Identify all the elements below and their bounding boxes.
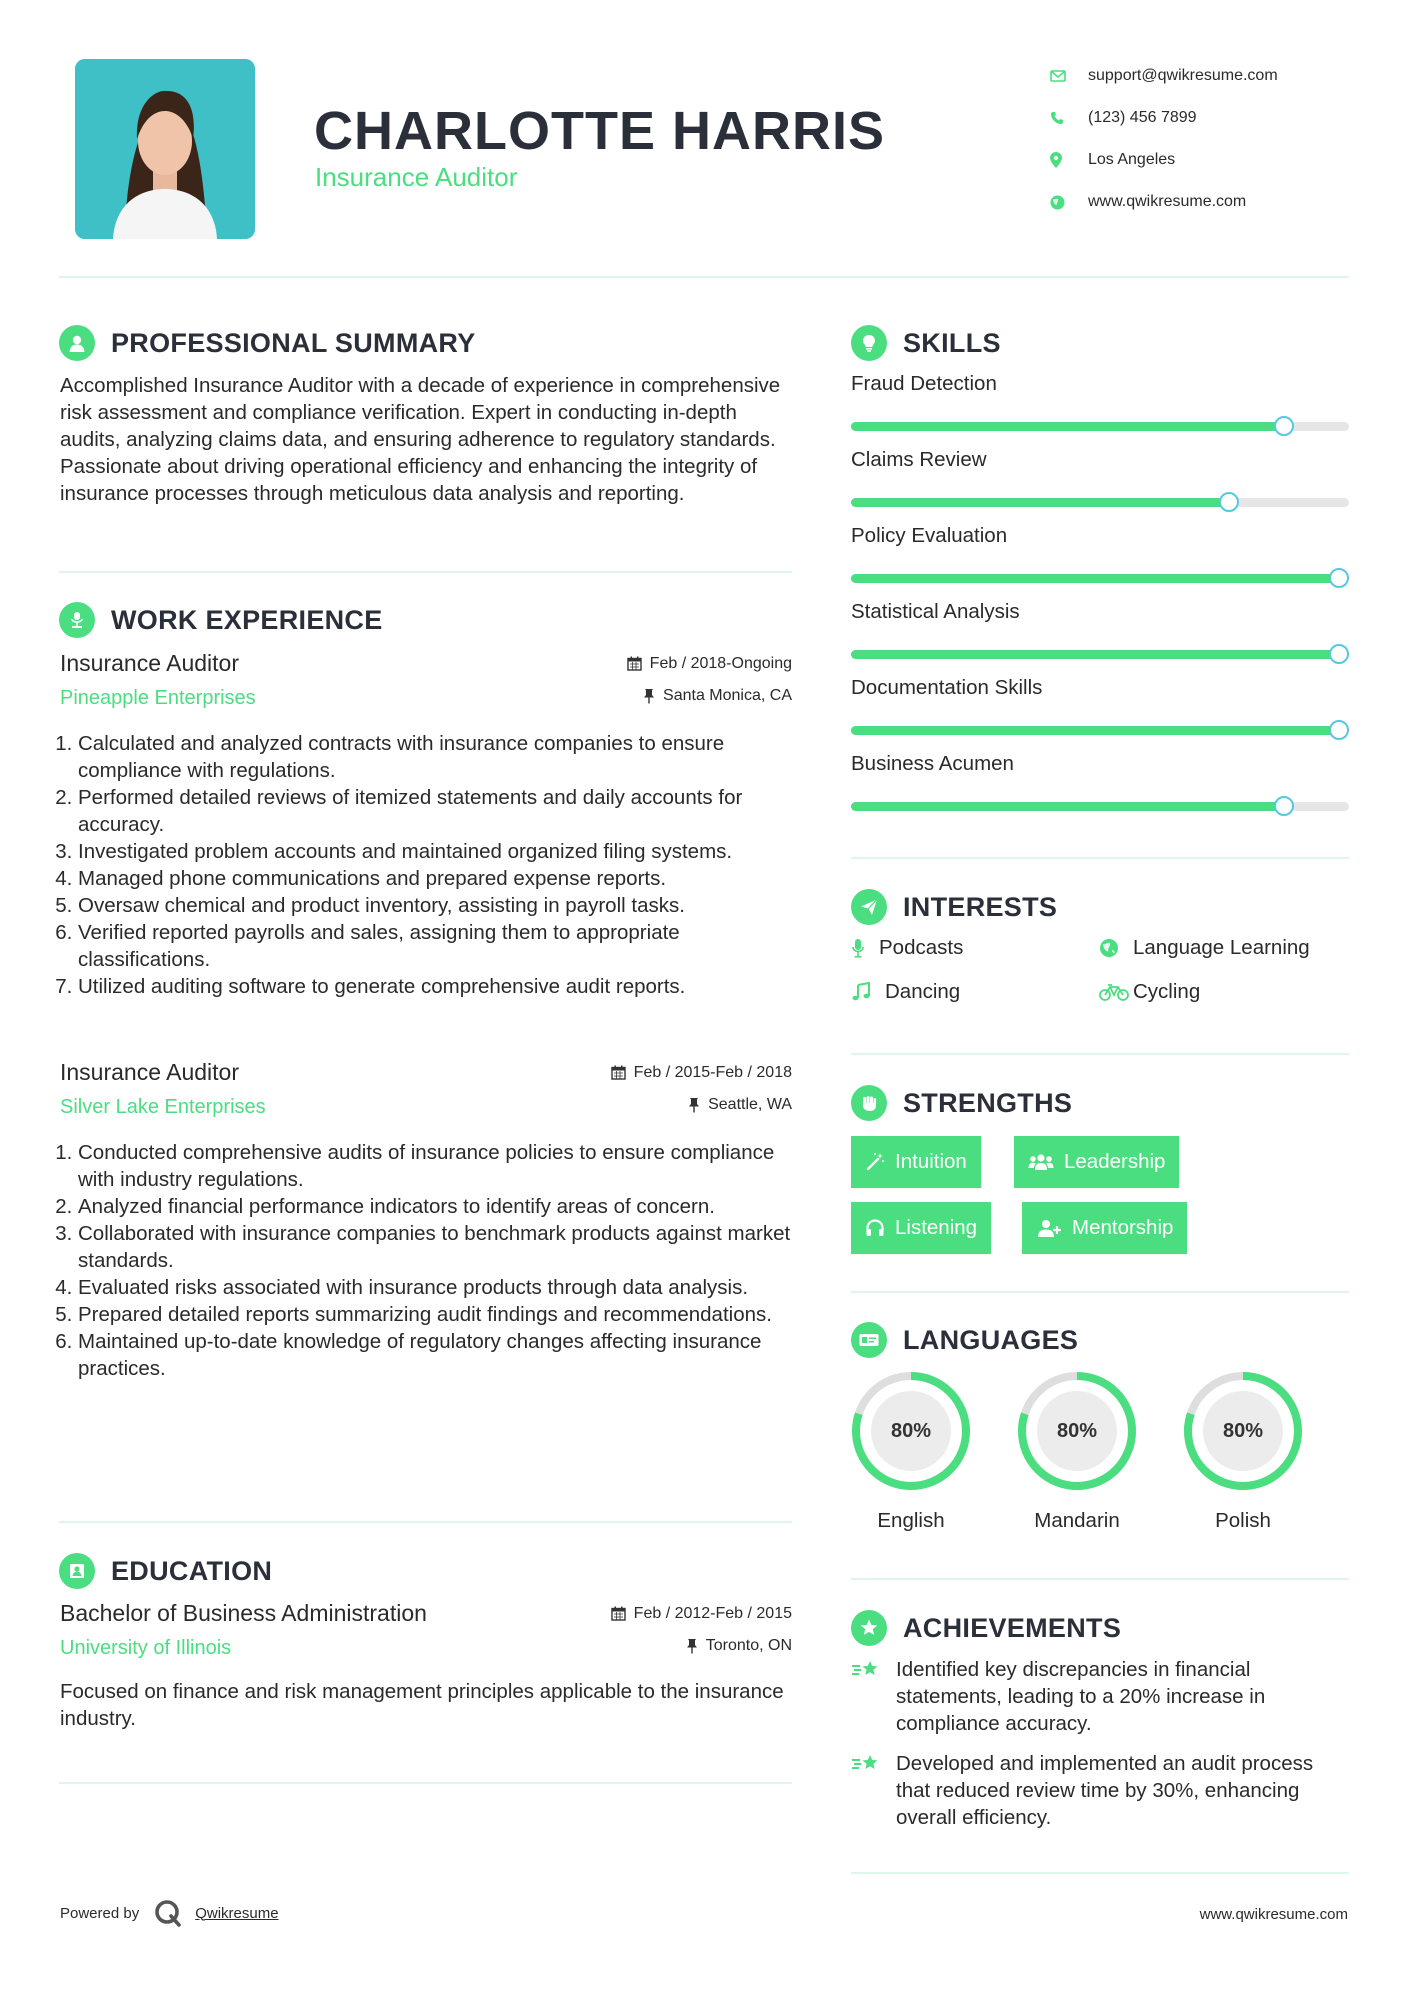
skill-name: Documentation Skills: [851, 676, 1043, 699]
podium-icon: [59, 602, 95, 638]
achievement-text: Developed and implemented an audit process that reduced review time by 30%, enhancing overall efficiency.: [896, 1752, 1314, 1829]
language-name: Polish: [1215, 1509, 1271, 1532]
contact-location-text: Los Angeles: [1088, 151, 1176, 168]
id-card-icon: [851, 1322, 887, 1358]
skill-level-knob: [1329, 568, 1349, 588]
pushpin-icon: [686, 1638, 698, 1654]
interest-label: Dancing: [885, 980, 961, 1003]
job-duties: [60, 730, 792, 1000]
skill-name: Statistical Analysis: [851, 600, 1020, 623]
languages-heading: [851, 1322, 1078, 1358]
experience-heading: [59, 602, 383, 638]
microphone-icon: [851, 938, 879, 958]
header-divider: [59, 276, 1349, 278]
summary-heading: [59, 325, 476, 361]
skill-name: Business Acumen: [851, 752, 1014, 775]
job-entry-2: [60, 1059, 792, 1382]
education-location-text: Toronto, ON: [705, 1637, 792, 1654]
skill-item: [851, 600, 1349, 659]
contact-list: [1050, 55, 1390, 223]
calendar-icon: [627, 656, 642, 671]
skill-level-bar: [851, 574, 1349, 583]
star-badge-icon: [851, 1610, 887, 1646]
calendar-icon: [611, 1065, 626, 1080]
skill-level-bar: [851, 498, 1349, 507]
bicycle-icon: [1099, 982, 1133, 1002]
job-location-text: Santa Monica, CA: [663, 687, 792, 704]
languages-divider: [851, 1578, 1349, 1580]
contact-email[interactable]: [1050, 55, 1390, 97]
skill-level-knob: [1274, 796, 1294, 816]
list-item: 3. Collaborated with insurance companies to benchmark products against market standards.: [78, 1220, 792, 1274]
strengths-title: STRENGTHS: [903, 1087, 1073, 1118]
skill-level-fill: [851, 498, 1229, 507]
skills-divider: [851, 857, 1349, 859]
footer-url[interactable]: www.qwikresume.com: [1199, 1906, 1348, 1923]
achievement-item: [851, 1656, 1351, 1737]
achievements-title: ACHIEVEMENTS: [903, 1612, 1122, 1643]
list-item: 3. Investigated problem accounts and maintained organized filing systems.: [78, 838, 792, 865]
profile-photo: [75, 59, 255, 239]
skill-level-fill: [851, 802, 1284, 811]
job-date-text: Feb / 2018-Ongoing: [649, 654, 792, 672]
skill-level-knob: [1274, 416, 1294, 436]
job-date: [627, 655, 792, 673]
strength-label: Leadership: [1064, 1150, 1166, 1173]
skill-name: Claims Review: [851, 448, 987, 471]
skill-level-knob: [1329, 720, 1349, 740]
strength-tag-leadership: [1014, 1136, 1179, 1188]
job-location: [688, 1096, 792, 1114]
skill-level-bar: [851, 802, 1349, 811]
language-name: English: [877, 1509, 945, 1532]
user-icon: [59, 325, 95, 361]
summary-text: Accomplished Insurance Auditor with a decade of experience in comprehensive risk assessment and compliance verification. Expert in conducting in-depth audits, analyzing claims data, and ensuring adherence to regulatory standards. Passionate about driving operational efficiency and enhancing the integrity of insurance processes through meticulous data analysis and reporting.: [60, 374, 781, 505]
candidate-name: CHARLOTTE HARRIS: [314, 101, 885, 161]
shooting-star-icon: [851, 1750, 896, 1831]
list-item: 7. Utilized auditing software to generate comprehensive audit reports.: [78, 973, 792, 1000]
job-company: Silver Lake Enterprises: [60, 1096, 266, 1118]
job-company: Pineapple Enterprises: [60, 687, 256, 709]
skill-item: [851, 372, 1349, 431]
job-date-text: Feb / 2015-Feb / 2018: [633, 1063, 792, 1081]
strength-label: Mentorship: [1072, 1216, 1174, 1239]
interest-podcasts: [851, 936, 963, 960]
pushpin-icon: [688, 1097, 700, 1113]
language-name: Mandarin: [1034, 1509, 1120, 1532]
skill-level-bar: [851, 422, 1349, 431]
job-role: Insurance Auditor: [60, 650, 240, 676]
contact-website[interactable]: [1050, 181, 1390, 223]
list-item: 5. Prepared detailed reports summarizing audit findings and recommendations.: [78, 1301, 792, 1328]
list-item: 2. Analyzed financial performance indicators to identify areas of concern.: [78, 1193, 792, 1220]
interest-label: Podcasts: [879, 936, 964, 959]
skill-level-fill: [851, 574, 1339, 583]
skill-name: Fraud Detection: [851, 372, 997, 395]
strength-label: Intuition: [895, 1150, 967, 1173]
contact-phone[interactable]: [1050, 97, 1390, 139]
achievements-heading: [851, 1610, 1121, 1646]
pushpin-icon: [643, 688, 655, 704]
job-location: [643, 687, 792, 705]
music-note-icon: [851, 982, 879, 1002]
skill-level-knob: [1329, 644, 1349, 664]
interest-dancing: [851, 980, 960, 1004]
interest-language-learning: [1099, 936, 1310, 960]
interest-label: Language Learning: [1133, 936, 1310, 959]
job-duties: [60, 1139, 792, 1382]
contact-location: [1050, 139, 1390, 181]
lightbulb-icon: [851, 325, 887, 361]
skill-level-fill: [851, 650, 1339, 659]
skill-name: Policy Evaluation: [851, 524, 1008, 547]
map-pin-icon: [1050, 152, 1088, 168]
magic-wand-icon: [865, 1152, 885, 1172]
list-item: 2. Performed detailed reviews of itemized statements and daily accounts for accuracy.: [78, 784, 792, 838]
headphones-icon: [865, 1218, 885, 1238]
skill-level-fill: [851, 726, 1339, 735]
user-plus-icon: [1036, 1218, 1062, 1238]
graduate-icon: [59, 1553, 95, 1589]
list-item: 4. Managed phone communications and prepared expense reports.: [78, 865, 792, 892]
language-percent: 80%: [1222, 1419, 1264, 1442]
skill-item: [851, 524, 1349, 583]
strength-tag-intuition: [851, 1136, 981, 1188]
interest-label: Cycling: [1133, 980, 1201, 1003]
language-item: [1181, 1369, 1305, 1533]
education-date-text: Feb / 2012-Feb / 2015: [633, 1604, 792, 1622]
footer-powered-by: [60, 1898, 279, 1928]
education-school: University of Illinois: [60, 1637, 232, 1659]
shooting-star-icon: [851, 1656, 896, 1737]
language-ring: [1015, 1369, 1139, 1493]
list-item: 6. Maintained up-to-date knowledge of regulatory changes affecting insurance practices.: [78, 1328, 792, 1382]
list-item: 4. Evaluated risks associated with insurance products through data analysis.: [78, 1274, 792, 1301]
interests-title: INTERESTS: [903, 891, 1058, 922]
education-title: EDUCATION: [111, 1555, 273, 1586]
contact-email-text: support@qwikresume.com: [1088, 67, 1278, 84]
skills-title: SKILLS: [903, 327, 1001, 358]
experience-title: WORK EXPERIENCE: [111, 604, 383, 635]
language-ring: [849, 1369, 973, 1493]
education-divider: [59, 1782, 792, 1784]
strength-label: Listening: [895, 1216, 978, 1239]
users-icon: [1028, 1152, 1054, 1172]
language-item: [1015, 1369, 1139, 1533]
achievements-divider: [851, 1872, 1349, 1874]
strength-tag-listening: [851, 1202, 991, 1254]
globe-icon: [1099, 938, 1127, 958]
envelope-icon: [1050, 70, 1088, 82]
interest-cycling: [1099, 980, 1200, 1004]
candidate-title: Insurance Auditor: [315, 162, 518, 192]
interests-heading: [851, 889, 1057, 925]
contact-website-text: www.qwikresume.com: [1088, 193, 1247, 210]
skills-heading: [851, 325, 1001, 361]
globe-icon: [1050, 195, 1088, 210]
job-entry-1: [60, 650, 792, 1000]
strengths-heading: [851, 1085, 1072, 1121]
qwikresume-logo-icon: [153, 1898, 183, 1928]
skill-item: [851, 676, 1349, 735]
education-location: [686, 1637, 792, 1655]
education-entry: [60, 1600, 792, 1732]
education-degree: Bachelor of Business Administration: [60, 1600, 427, 1626]
skill-level-knob: [1219, 492, 1239, 512]
education-description: Focused on finance and risk management principles applicable to the insurance industry.: [60, 1680, 784, 1730]
calendar-icon: [611, 1606, 626, 1621]
education-heading: [59, 1553, 272, 1589]
skill-level-bar: [851, 650, 1349, 659]
summary-title: PROFESSIONAL SUMMARY: [111, 327, 476, 358]
achievement-item: [851, 1750, 1351, 1831]
languages-title: LANGUAGES: [903, 1324, 1079, 1355]
language-ring: [1181, 1369, 1305, 1493]
summary-divider: [59, 571, 792, 573]
job-role: Insurance Auditor: [60, 1059, 240, 1085]
language-percent: 80%: [890, 1419, 932, 1442]
skill-level-bar: [851, 726, 1349, 735]
list-item: 1. Calculated and analyzed contracts with insurance companies to ensure compliance with regulations.: [78, 730, 792, 784]
strengths-divider: [851, 1291, 1349, 1293]
skill-item: [851, 752, 1349, 811]
strength-tag-mentorship: [1022, 1202, 1187, 1254]
powered-by-label: Powered by: [60, 1904, 140, 1922]
job-date: [611, 1064, 792, 1082]
language-item: [849, 1369, 973, 1533]
brand-link[interactable]: Qwikresume: [195, 1904, 279, 1922]
contact-phone-text: (123) 456 7899: [1088, 109, 1197, 126]
fist-icon: [851, 1085, 887, 1121]
achievement-text: Identified key discrepancies in financial statements, leading to a 20% increase in compliance accuracy.: [896, 1658, 1266, 1735]
experience-divider: [59, 1521, 792, 1523]
list-item: 5. Oversaw chemical and product inventory, assisting in payroll tasks.: [78, 892, 792, 919]
paper-plane-icon: [851, 889, 887, 925]
phone-icon: [1050, 111, 1088, 125]
list-item: 1. Conducted comprehensive audits of insurance policies to ensure compliance with industry regulations.: [78, 1139, 792, 1193]
list-item: 6. Verified reported payrolls and sales, assigning them to appropriate classifications.: [78, 919, 792, 973]
education-date: [611, 1605, 792, 1623]
job-location-text: Seattle, WA: [708, 1096, 792, 1113]
skill-level-fill: [851, 422, 1284, 431]
interests-divider: [851, 1053, 1349, 1055]
language-percent: 80%: [1056, 1419, 1098, 1442]
skill-item: [851, 448, 1349, 507]
